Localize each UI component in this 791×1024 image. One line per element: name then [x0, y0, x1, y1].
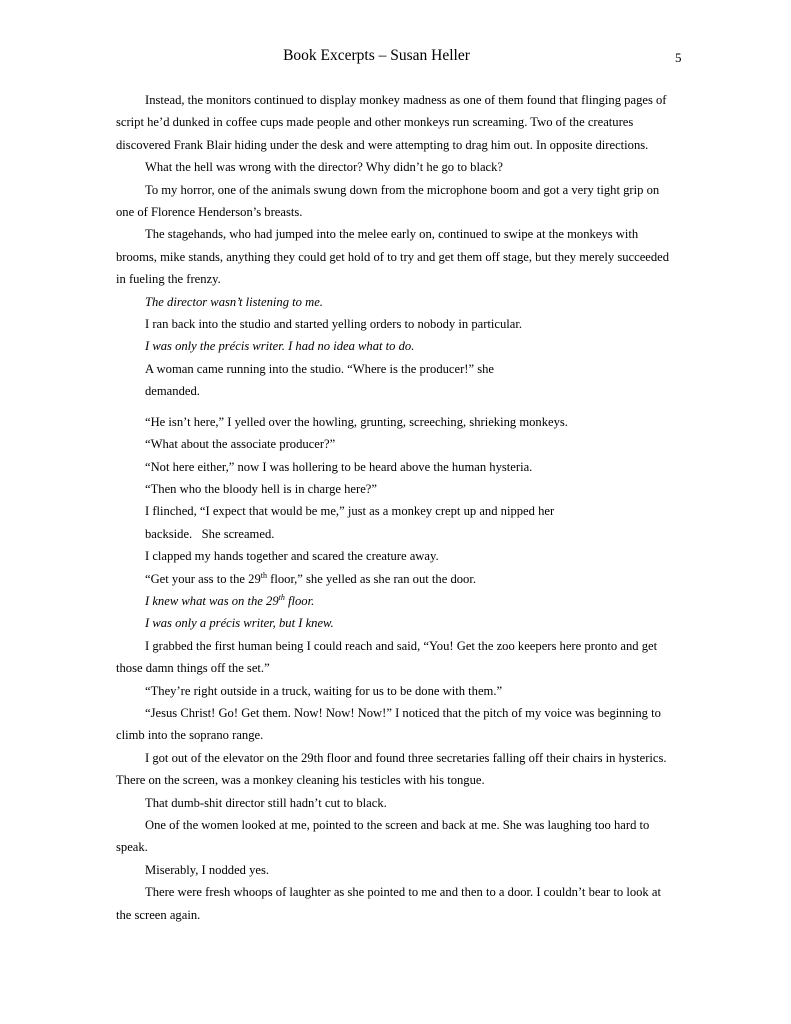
paragraph: I ran back into the studio and started yelling orders to nobody in particular. [145, 317, 523, 332]
superscript: th [260, 570, 268, 580]
paragraph: “He isn’t here,” I yelled over the howling, grunting, screeching, shrieking monkeys. [145, 414, 568, 429]
paragraph-text: The director wasn’t listening to me. [145, 294, 323, 309]
paragraph: Miserably, I nodded yes. [145, 862, 270, 877]
paragraph: Instead, the monitors continued to display monkey madness as one of them found that flinging pages of script he’d dunked in coffee cups made people and other monkeys run screaming. Two of the creatures discovered Frank Blair hiding under the desk and were attempting to drag him out. In opposite directions. [116, 93, 667, 152]
paragraph: I got out of the elevator on the 29th floor and found three secretaries falling off their chairs in hysterics. There on the screen, was a monkey cleaning his testicles with his tongue. [116, 750, 667, 788]
paragraph: The stagehands, who had jumped into the melee early on, continued to swipe at the monkeys with brooms, mike stands, anything they could get hold of to try and get them off stage, but they merely succeeded in fueling the frenzy. [116, 227, 670, 287]
paragraph: “They’re right outside in a truck, waiting for us to be done with them.” [145, 683, 503, 698]
paragraph [116, 358, 676, 380]
paragraph-text: I was only a précis writer, but I knew. [145, 616, 334, 631]
paragraph-line: A woman came running into the studio. “Where is the producer!” she [145, 361, 495, 376]
paragraph-text: I knew what was on the 29 [145, 593, 279, 608]
document-title: Book Excerpts – Susan Heller [283, 47, 470, 64]
paragraph [116, 568, 676, 590]
page-header [0, 46, 791, 66]
paragraph: What the hell was wrong with the director? Why didn’t he go to black? [145, 160, 504, 175]
paragraph-text: I was only the précis writer. I had no idea what to do. [145, 339, 415, 354]
paragraph: One of the women looked at me, pointed to the screen and back at me. She was laughing too hard to speak. [116, 818, 650, 855]
paragraph: I grabbed the first human being I could reach and said, “You! Get the zoo keepers here pronto and get those damn things off the set.” [116, 638, 658, 676]
document-body [116, 89, 676, 926]
paragraph: “Then who the bloody hell is in charge here?” [145, 481, 377, 496]
paragraph: “Not here either,” now I was hollering to be heard above the human hysteria. [145, 459, 533, 474]
paragraph: I clapped my hands together and scared the creature away. [145, 549, 439, 564]
paragraph-line: I flinched, “I expect that would be me,” just as a monkey crept up and nipped her [145, 504, 555, 519]
paragraph-italic [116, 335, 676, 357]
paragraph [116, 380, 676, 402]
paragraph: “What about the associate producer?” [145, 437, 336, 452]
paragraph-line: demanded. [145, 384, 200, 399]
paragraph: That dumb-shit director still hadn’t cut to black. [145, 795, 387, 810]
paragraph: There were fresh whoops of laughter as she pointed to me and then to a door. I couldn’t bear to look at the screen again. [116, 885, 661, 922]
paragraph-line: backside. She screamed. [145, 526, 275, 541]
paragraph-text: floor,” she yelled as she ran out the door. [267, 571, 476, 586]
paragraph-italic [116, 612, 676, 634]
paragraph [116, 500, 676, 522]
paragraph-italic [116, 590, 676, 612]
paragraph: To my horror, one of the animals swung down from the microphone boom and got a very tight grip on one of Florence Henderson’s breasts. [116, 182, 660, 220]
paragraph-text: “Get your ass to the 29 [145, 571, 261, 586]
paragraph-text: floor. [284, 593, 315, 608]
superscript: th [278, 592, 285, 602]
paragraph: “Jesus Christ! Go! Get them. Now! Now! Now!” I noticed that the pitch of my voice was beginning to climb into the soprano range. [116, 705, 661, 743]
page-number: 5 [675, 50, 682, 65]
paragraph-italic [116, 291, 676, 313]
paragraph [116, 523, 676, 545]
